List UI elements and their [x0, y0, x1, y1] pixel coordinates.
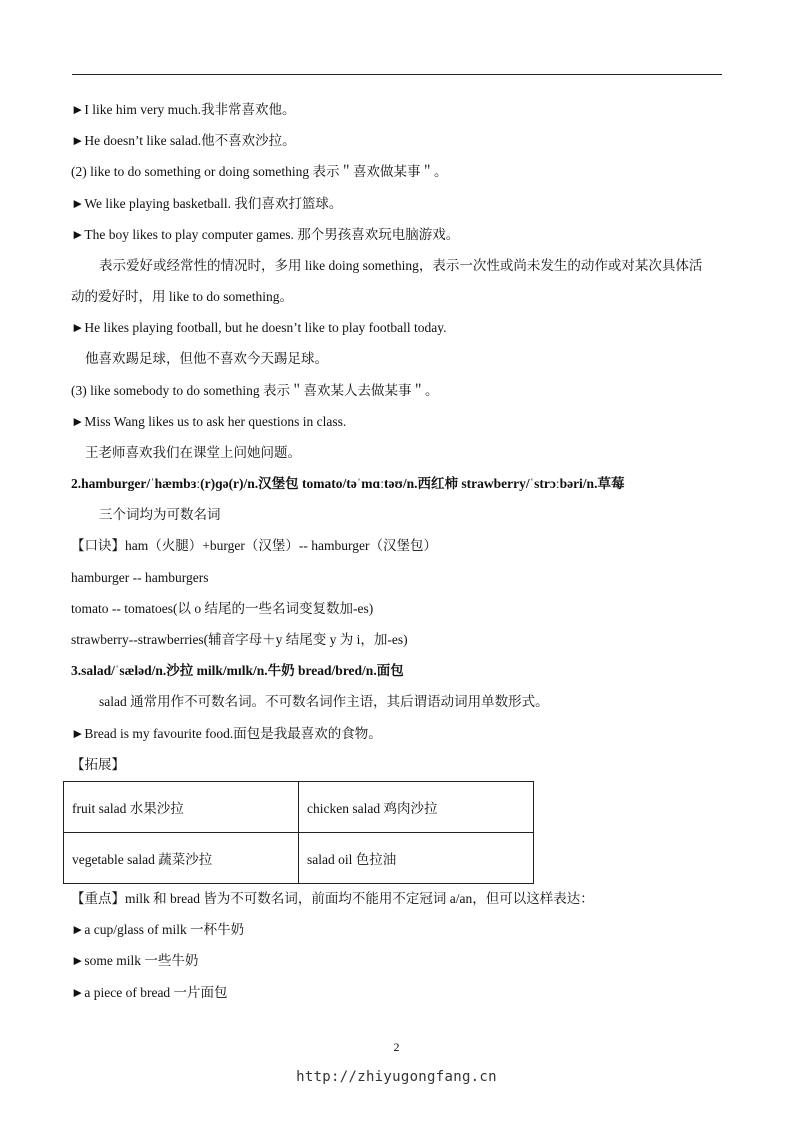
- footer-url: http://zhiyugongfang.cn: [296, 1069, 497, 1085]
- vocab-heading-3: 3.salad/ˈsæləd/n.沙拉 milk/mɪlk/n.牛奶 bread/bred/n.面包: [71, 663, 404, 678]
- table-cell: salad oil 色拉油: [299, 833, 534, 884]
- example-sentence: ►He doesn’t like salad.他不喜欢沙拉。: [71, 133, 296, 148]
- note: salad 通常用作不可数名词。不可数名词作主语，其后谓语动词用单数形式。: [99, 694, 549, 709]
- example-sentence: ►I like him very much.我非常喜欢他。: [71, 102, 296, 117]
- extension-label: 【拓展】: [71, 757, 125, 772]
- header-rule: [72, 74, 722, 75]
- vocab-heading-2: 2.hamburger/ˈhæmbɜː(r)ɡə(r)/n.汉堡包 tomato/təˈmɑːtəʊ/n.西红柿 strawberry/ˈstrɔːbəri/n.草莓: [71, 476, 625, 491]
- table-row: [64, 782, 534, 833]
- explanation-paragraph: 表示爱好或经常性的情况时，多用 like doing something，表示一次性或尚未发生的动作或对某次具体活: [99, 258, 703, 273]
- plural-form: strawberry--strawberries(辅音字母＋y 结尾变 y 为 i，加-es): [71, 632, 408, 647]
- usage-rule: (3) like somebody to do something 表示＂喜欢某人去做某事＂。: [71, 383, 439, 398]
- table-cell: chicken salad 鸡肉沙拉: [299, 782, 534, 833]
- table-row: [64, 833, 534, 884]
- example-sentence: ►He likes playing football, but he doesn’t like to play football today.: [71, 320, 447, 335]
- example-phrase: ►a cup/glass of milk 一杯牛奶: [71, 922, 245, 937]
- example-phrase: ►a piece of bread 一片面包: [71, 985, 228, 1000]
- example-translation: 王老师喜欢我们在课堂上问她问题。: [85, 445, 301, 460]
- mnemonic: 【口诀】ham（火腿）+burger（汉堡）-- hamburger（汉堡包）: [71, 538, 437, 553]
- table-cell: fruit salad 水果沙拉: [64, 782, 299, 833]
- page-number: 2: [393, 1040, 400, 1054]
- usage-rule: (2) like to do something or doing something 表示＂喜欢做某事＂。: [71, 164, 448, 179]
- example-sentence: ►The boy likes to play computer games. 那个男孩喜欢玩电脑游戏。: [71, 227, 460, 242]
- extension-table: [63, 781, 534, 884]
- plural-form: tomato -- tomatoes(以 o 结尾的一些名词变复数加-es): [71, 601, 374, 616]
- example-sentence: ►Bread is my favourite food.面包是我最喜欢的食物。: [71, 726, 382, 741]
- example-translation: 他喜欢踢足球，但他不喜欢今天踢足球。: [85, 351, 328, 366]
- explanation-paragraph-cont: 动的爱好时，用 like to do something。: [71, 289, 293, 304]
- key-point: 【重点】milk 和 bread 皆为不可数名词，前面均不能用不定冠词 a/an，但可以这样表达：: [71, 891, 594, 906]
- note: 三个词均为可数名词: [99, 507, 221, 522]
- example-phrase: ►some milk 一些牛奶: [71, 953, 199, 968]
- example-sentence: ►Miss Wang likes us to ask her questions in class.: [71, 414, 347, 429]
- table-cell: vegetable salad 蔬菜沙拉: [64, 833, 299, 884]
- example-sentence: ►We like playing basketball. 我们喜欢打篮球。: [71, 196, 343, 211]
- plural-form: hamburger -- hamburgers: [71, 570, 209, 585]
